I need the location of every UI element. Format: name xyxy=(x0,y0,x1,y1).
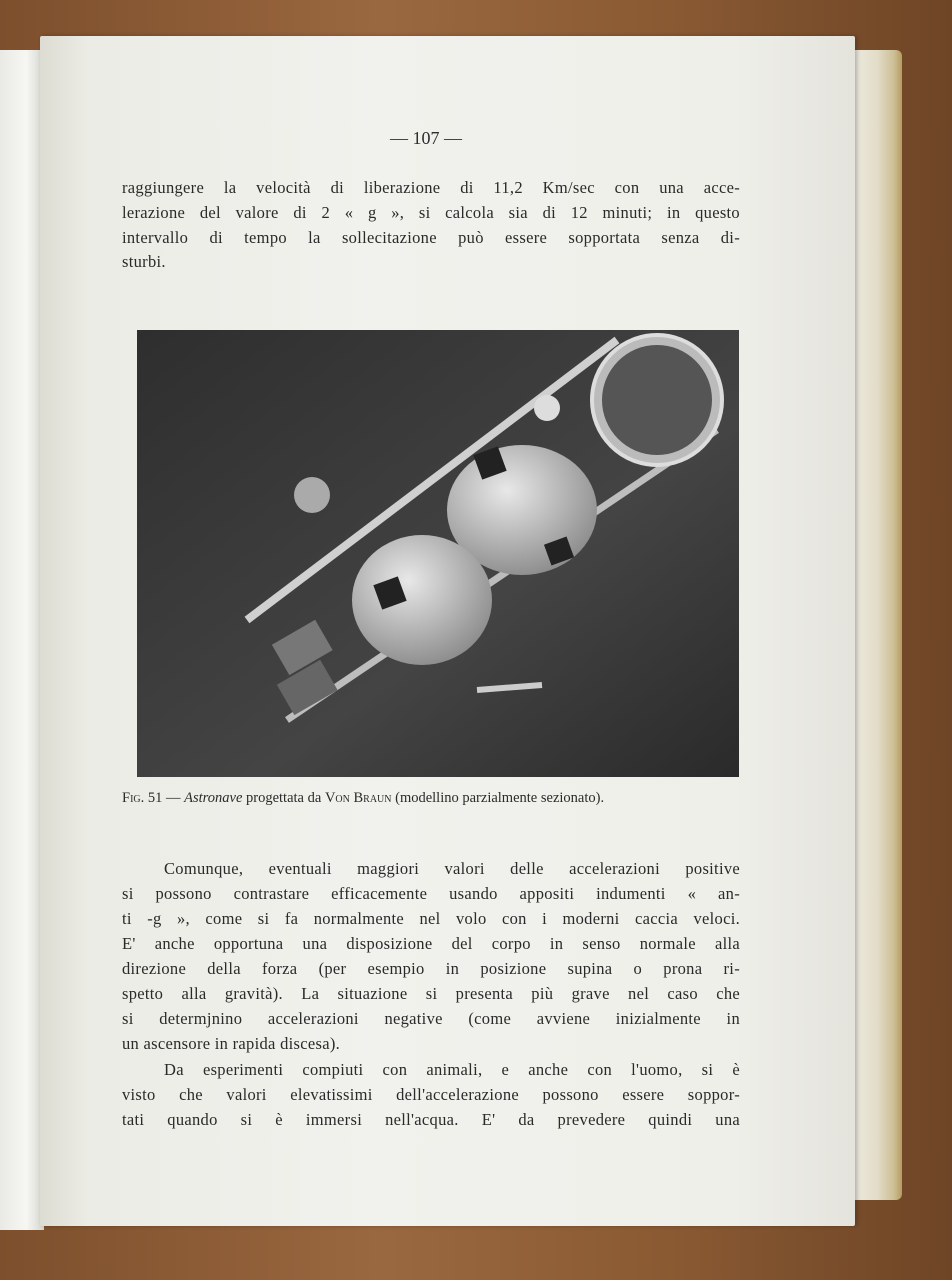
figure-author: Von Braun xyxy=(324,790,392,806)
text-line: tati quando si è immersi nell'acqua. E' da prevedere quindi una xyxy=(122,1110,740,1129)
figure-text: (modellino parzialmente sezionato). xyxy=(395,790,605,806)
text-line: un ascensore in rapida discesa). xyxy=(122,1034,341,1053)
page-number: — 107 — xyxy=(390,128,462,148)
text-line: intervallo di tempo la sollecitazione può essere sopportata senza di- xyxy=(122,228,740,247)
text-line: raggiungere la velocità di liberazione di 11,2 Km/sec con una acce- xyxy=(122,178,740,197)
text-line: si determjnino accelerazioni negative (come avviene inizialmente in xyxy=(122,1009,740,1028)
text-line: si possono contrastare efficacemente usando appositi indumenti « an- xyxy=(122,884,740,903)
figure-caption xyxy=(122,790,752,807)
text-line: lerazione del valore di 2 « g », si calcola sia di 12 minuti; in questo xyxy=(122,203,740,222)
figure-photo-spaceship-model xyxy=(137,330,739,777)
text-line: spetto alla gravità). La situazione si presenta più grave nel caso che xyxy=(122,984,740,1003)
text-line: Comunque, eventuali maggiori valori delle accelerazioni positive xyxy=(164,859,740,878)
text-line: sturbi. xyxy=(122,252,166,271)
left-page xyxy=(0,50,44,1230)
figure-text: progettata da xyxy=(246,790,322,806)
text-line: E' anche opportuna una disposizione del corpo in senso normale alla xyxy=(122,934,740,953)
text-line: Da esperimenti compiuti con animali, e anche con l'uomo, si è xyxy=(164,1060,740,1079)
text-line: ti -g », come si fa normalmente nel volo con i moderni caccia veloci. xyxy=(122,909,740,928)
figure-title: Astronave xyxy=(184,790,243,806)
figure-label: Fig. 51 — xyxy=(122,790,181,806)
text-line: visto che valori elevatissimi dell'accelerazione possono essere soppor- xyxy=(122,1085,740,1104)
text-line: direzione della forza (per esempio in posizione supina o prona ri- xyxy=(122,959,740,978)
